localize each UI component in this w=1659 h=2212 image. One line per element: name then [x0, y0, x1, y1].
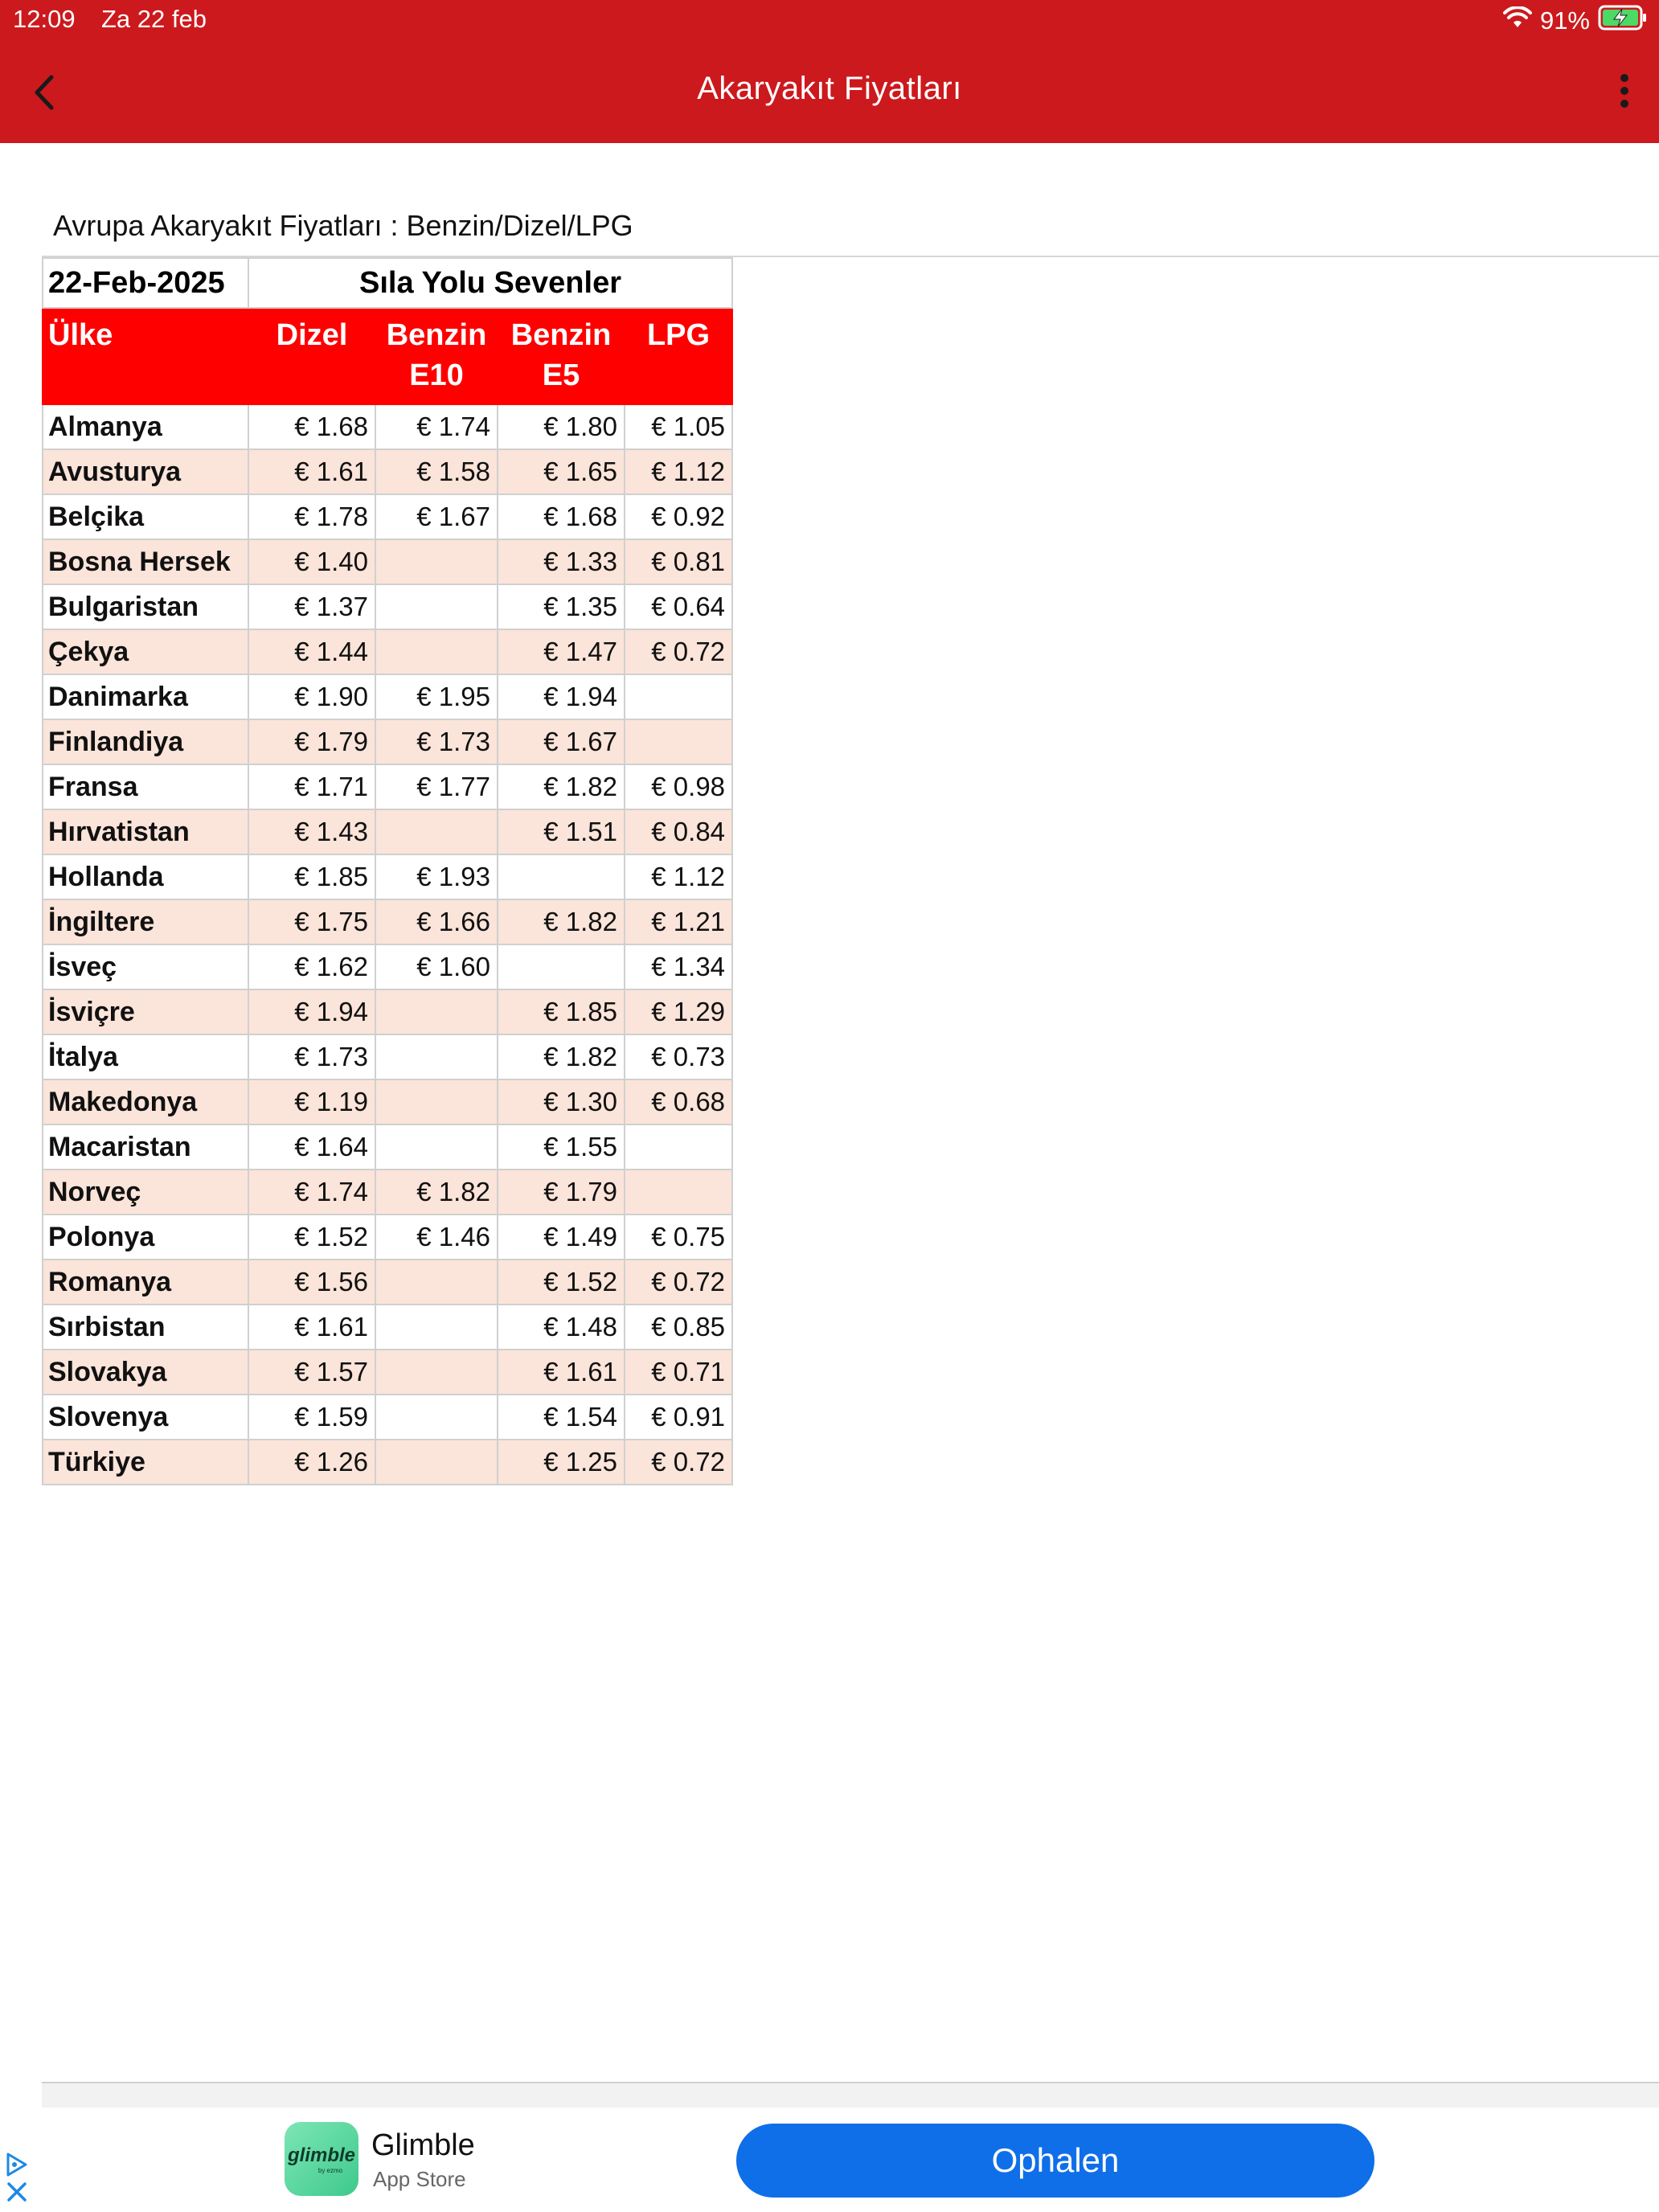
- price-cell-e10: [375, 809, 498, 854]
- price-cell-lpg: € 0.72: [625, 1440, 732, 1485]
- column-header-country: Ülke: [43, 308, 248, 404]
- country-cell: Makedonya: [43, 1079, 248, 1124]
- country-cell: Bosna Hersek: [43, 539, 248, 584]
- ad-app-icon[interactable]: [285, 2122, 358, 2196]
- price-cell-diesel: € 1.52: [248, 1215, 375, 1260]
- table-row: [43, 449, 732, 494]
- country-cell: Almanya: [43, 404, 248, 449]
- ad-app-logo-sub: by ezmo: [317, 2166, 343, 2174]
- price-cell-lpg: € 0.68: [625, 1079, 732, 1124]
- price-cell-lpg: € 0.85: [625, 1305, 732, 1350]
- ad-app-logo-text: glimble: [287, 2144, 355, 2166]
- wifi-icon: [1503, 6, 1532, 35]
- ad-app-name[interactable]: Glimble: [371, 2128, 475, 2162]
- price-cell-lpg: € 0.92: [625, 494, 732, 539]
- price-cell-lpg: [625, 719, 732, 764]
- table-row: [43, 674, 732, 719]
- price-cell-e5: € 1.52: [498, 1260, 625, 1305]
- more-options-button[interactable]: [1604, 71, 1645, 111]
- table-row: [43, 1215, 732, 1260]
- country-cell: Slovakya: [43, 1350, 248, 1395]
- price-cell-diesel: € 1.56: [248, 1260, 375, 1305]
- battery-charging-icon: [1598, 5, 1648, 37]
- table-row: [43, 494, 732, 539]
- table-row: [43, 404, 732, 449]
- price-cell-diesel: € 1.75: [248, 899, 375, 944]
- price-cell-e5: € 1.51: [498, 809, 625, 854]
- price-cell-e5: € 1.48: [498, 1305, 625, 1350]
- country-cell: Macaristan: [43, 1124, 248, 1169]
- price-cell-diesel: € 1.44: [248, 629, 375, 674]
- column-header-label: Benzin: [386, 318, 487, 352]
- country-cell: Norveç: [43, 1169, 248, 1215]
- table-brand: Sıla Yolu Sevenler: [248, 258, 732, 308]
- fuel-price-table: [42, 257, 733, 1485]
- price-cell-e5: € 1.82: [498, 1034, 625, 1079]
- price-cell-e10: [375, 1124, 498, 1169]
- table-row: [43, 809, 732, 854]
- country-cell: İngiltere: [43, 899, 248, 944]
- price-cell-e5: € 1.94: [498, 674, 625, 719]
- price-cell-e10: [375, 1260, 498, 1305]
- country-cell: Danimarka: [43, 674, 248, 719]
- price-cell-e10: [375, 1034, 498, 1079]
- table-row: [43, 764, 732, 809]
- table-title-row: [43, 258, 732, 308]
- column-header-benzin-e10: [375, 308, 498, 404]
- table-row: [43, 1079, 732, 1124]
- price-cell-lpg: € 0.72: [625, 629, 732, 674]
- price-cell-diesel: € 1.79: [248, 719, 375, 764]
- price-cell-diesel: € 1.73: [248, 1034, 375, 1079]
- ad-band: [42, 2083, 1659, 2108]
- column-header-label: E10: [409, 358, 464, 392]
- price-cell-e5: € 1.80: [498, 404, 625, 449]
- price-cell-e10: € 1.60: [375, 944, 498, 989]
- country-cell: Romanya: [43, 1260, 248, 1305]
- price-cell-diesel: € 1.26: [248, 1440, 375, 1485]
- price-cell-e5: € 1.79: [498, 1169, 625, 1215]
- price-cell-e5: [498, 944, 625, 989]
- ad-store-label: App Store: [373, 2167, 466, 2191]
- price-cell-lpg: € 0.71: [625, 1350, 732, 1395]
- country-cell: Avusturya: [43, 449, 248, 494]
- price-cell-e5: € 1.67: [498, 719, 625, 764]
- price-cell-lpg: [625, 1124, 732, 1169]
- price-cell-e5: [498, 854, 625, 899]
- country-cell: İtalya: [43, 1034, 248, 1079]
- column-header-label: E5: [542, 358, 580, 392]
- price-cell-e5: € 1.35: [498, 584, 625, 629]
- price-cell-lpg: € 0.72: [625, 1260, 732, 1305]
- table-row: [43, 1034, 732, 1079]
- price-cell-lpg: € 1.29: [625, 989, 732, 1034]
- price-cell-e10: [375, 1079, 498, 1124]
- price-cell-e5: € 1.65: [498, 449, 625, 494]
- price-cell-lpg: € 1.21: [625, 899, 732, 944]
- table-body: [43, 404, 732, 1485]
- price-cell-lpg: € 0.75: [625, 1215, 732, 1260]
- table-row: [43, 629, 732, 674]
- table-row: [43, 899, 732, 944]
- price-cell-e5: € 1.54: [498, 1395, 625, 1440]
- country-cell: Belçika: [43, 494, 248, 539]
- price-cell-lpg: € 0.81: [625, 539, 732, 584]
- price-cell-e5: € 1.68: [498, 494, 625, 539]
- table-row: [43, 1395, 732, 1440]
- price-cell-e10: € 1.67: [375, 494, 498, 539]
- price-cell-lpg: [625, 674, 732, 719]
- price-cell-e10: € 1.58: [375, 449, 498, 494]
- price-cell-lpg: € 1.12: [625, 449, 732, 494]
- price-cell-e5: € 1.25: [498, 1440, 625, 1485]
- country-cell: Sırbistan: [43, 1305, 248, 1350]
- price-cell-diesel: € 1.40: [248, 539, 375, 584]
- price-cell-diesel: € 1.61: [248, 1305, 375, 1350]
- battery-percent: 91%: [1539, 6, 1590, 35]
- country-cell: İsveç: [43, 944, 248, 989]
- price-cell-diesel: € 1.85: [248, 854, 375, 899]
- price-cell-lpg: € 0.73: [625, 1034, 732, 1079]
- more-vertical-icon: [1619, 72, 1630, 109]
- price-cell-lpg: € 0.98: [625, 764, 732, 809]
- price-cell-diesel: € 1.94: [248, 989, 375, 1034]
- country-cell: Hollanda: [43, 854, 248, 899]
- table-row: [43, 719, 732, 764]
- price-cell-diesel: € 1.59: [248, 1395, 375, 1440]
- price-cell-diesel: € 1.78: [248, 494, 375, 539]
- table-caption: Avrupa Akaryakıt Fiyatları : Benzin/Dizel/LPG: [53, 209, 633, 242]
- country-cell: Çekya: [43, 629, 248, 674]
- price-cell-lpg: € 1.12: [625, 854, 732, 899]
- price-cell-lpg: € 0.84: [625, 809, 732, 854]
- price-cell-e5: € 1.55: [498, 1124, 625, 1169]
- table-date: 22-Feb-2025: [43, 258, 248, 308]
- price-cell-e5: € 1.33: [498, 539, 625, 584]
- price-cell-e10: [375, 539, 498, 584]
- price-cell-e10: € 1.46: [375, 1215, 498, 1260]
- table-row: [43, 854, 732, 899]
- price-cell-e10: € 1.66: [375, 899, 498, 944]
- column-header-lpg: LPG: [625, 308, 732, 404]
- app-header: [0, 0, 1659, 143]
- price-cell-e5: € 1.82: [498, 899, 625, 944]
- table-row: [43, 1350, 732, 1395]
- price-cell-e5: € 1.82: [498, 764, 625, 809]
- price-cell-e5: € 1.49: [498, 1215, 625, 1260]
- status-date: Za 22 feb: [101, 5, 207, 33]
- price-cell-diesel: € 1.61: [248, 449, 375, 494]
- price-cell-e10: [375, 584, 498, 629]
- price-cell-diesel: € 1.68: [248, 404, 375, 449]
- price-cell-e10: [375, 1395, 498, 1440]
- price-cell-e10: € 1.73: [375, 719, 498, 764]
- table-header-row: [43, 308, 732, 404]
- price-cell-diesel: € 1.62: [248, 944, 375, 989]
- table-row: [43, 1440, 732, 1485]
- price-cell-e10: [375, 1350, 498, 1395]
- price-cell-e10: € 1.95: [375, 674, 498, 719]
- close-icon[interactable]: [5, 2180, 29, 2204]
- price-cell-lpg: € 1.34: [625, 944, 732, 989]
- page-title: Akaryakıt Fiyatları: [697, 71, 962, 106]
- price-cell-diesel: € 1.43: [248, 809, 375, 854]
- price-cell-e5: € 1.85: [498, 989, 625, 1034]
- price-cell-e10: € 1.93: [375, 854, 498, 899]
- country-cell: Slovenya: [43, 1395, 248, 1440]
- country-cell: Türkiye: [43, 1440, 248, 1485]
- country-cell: Finlandiya: [43, 719, 248, 764]
- status-time: 12:09: [13, 5, 76, 33]
- table-row: [43, 944, 732, 989]
- table-row: [43, 584, 732, 629]
- table-row: [43, 989, 732, 1034]
- table-row: [43, 1260, 732, 1305]
- price-cell-lpg: [625, 1169, 732, 1215]
- table-row: [43, 1305, 732, 1350]
- price-cell-e10: [375, 1440, 498, 1485]
- country-cell: Bulgaristan: [43, 584, 248, 629]
- price-cell-e10: [375, 1305, 498, 1350]
- price-cell-diesel: € 1.74: [248, 1169, 375, 1215]
- table-row: [43, 539, 732, 584]
- table-row: [43, 1124, 732, 1169]
- price-cell-lpg: € 1.05: [625, 404, 732, 449]
- price-cell-e10: € 1.74: [375, 404, 498, 449]
- price-cell-e5: € 1.61: [498, 1350, 625, 1395]
- price-cell-diesel: € 1.19: [248, 1079, 375, 1124]
- price-cell-diesel: € 1.90: [248, 674, 375, 719]
- price-cell-diesel: € 1.37: [248, 584, 375, 629]
- country-cell: İsviçre: [43, 989, 248, 1034]
- status-indicators: [1503, 5, 1648, 37]
- price-cell-lpg: € 0.91: [625, 1395, 732, 1440]
- table-row: [43, 1169, 732, 1215]
- price-cell-diesel: € 1.71: [248, 764, 375, 809]
- ad-get-button[interactable]: Ophalen: [736, 2124, 1374, 2198]
- country-cell: Fransa: [43, 764, 248, 809]
- price-cell-diesel: € 1.57: [248, 1350, 375, 1395]
- country-cell: Polonya: [43, 1215, 248, 1260]
- price-cell-diesel: € 1.64: [248, 1124, 375, 1169]
- price-cell-e10: [375, 629, 498, 674]
- column-header-benzin-e5: [498, 308, 625, 404]
- price-cell-e10: [375, 989, 498, 1034]
- price-cell-e10: € 1.77: [375, 764, 498, 809]
- country-cell: Hırvatistan: [43, 809, 248, 854]
- ad-choices-icon[interactable]: [3, 2151, 31, 2178]
- price-cell-e5: € 1.47: [498, 629, 625, 674]
- price-cell-lpg: € 0.64: [625, 584, 732, 629]
- price-cell-e10: € 1.82: [375, 1169, 498, 1215]
- price-cell-e5: € 1.30: [498, 1079, 625, 1124]
- column-header-diesel: Dizel: [248, 308, 375, 404]
- column-header-label: Benzin: [510, 318, 612, 352]
